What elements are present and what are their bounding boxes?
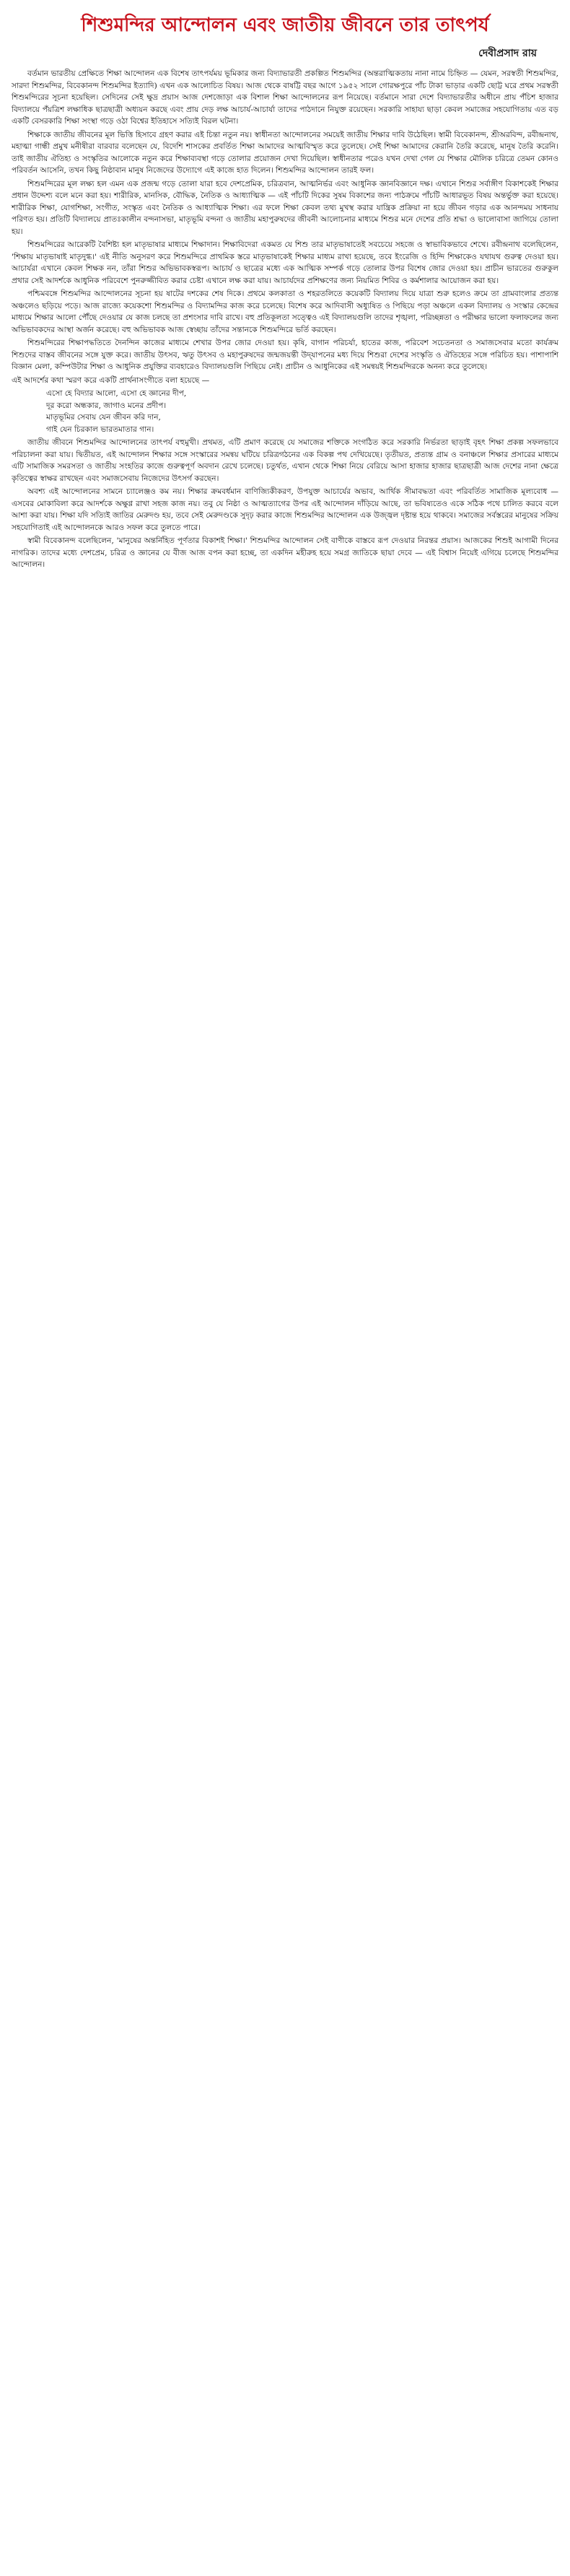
paragraph-8: অবশ্য এই আন্দোলনের সামনে চ্যালেঞ্জও কম নয়। শিক্ষার ক্রমবর্ধমান বাণিজ্যিকীকরণ, উপযুক্ত আচার্যের অভাব, আর্থিক সীমাবদ্ধতা এবং পরিবর্তিত সামাজিক মূল্যবোধ — এসবের মোকাবিলা করে আদর্শকে অক্ষুণ্ণ রাখা সহজ কাজ নয়। তবু যে নিষ্ঠা ও আত্মত্যাগের উপর এই আন্দোলন দাঁড়িয়ে আছে, তা ভবিষ্যতেও একে সঠিক পথে চালিত করবে বলে আশা করা যায়। শিক্ষা যদি সত্যিই জাতির মেরুদণ্ড হয়, তবে সেই মেরুদণ্ডকে সুদৃঢ় করার কাজে শিশুমন্দির আন্দোলন এক উজ্জ্বল দৃষ্টান্ত হয়ে থাকবে। সমাজের সর্বস্তরের মানুষের সক্রিয় সহযোগিতাই এই আন্দোলনকে আরও সফল করে তুলতে পারে। [12,487,558,532]
verse-line-3: মাতৃভূমির সেবায় যেন জীবন করি দান, [46,413,161,422]
verse-line-2: দূর করো অন্ধকার, জাগাও মনের প্রদীপ। [46,401,167,410]
verse-intro: এই আদর্শের কথা স্মরণ করে একটি প্রার্থনাসংগীতে বলা হয়েছে — [12,375,210,385]
paragraph-4: শিশুমন্দিরের আরেকটি বৈশিষ্ট্য হল মাতৃভাষার মাধ্যমে শিক্ষাদান। শিক্ষাবিদেরা একমত যে শিশু তার মাতৃভাষাতেই সবচেয়ে সহজে ও স্বাভাবিকভাবে শেখে। রবীন্দ্রনাথ বলেছিলেন, 'শিক্ষায় মাতৃভাষাই মাতৃদুগ্ধ।' এই নীতি অনুসরণ করে শিশুমন্দিরে প্রাথমিক স্তরে মাতৃভাষাকেই শিক্ষার মাধ্যম রাখা হয়েছে, তবে ইংরেজি ও হিন্দি শিক্ষাকেও যথাযথ গুরুত্ব দেওয়া হয়। আচার্যরা এখানে কেবল শিক্ষক নন, তাঁরা শিশুর অভিভাবকস্বরূপ। আচার্য ও ছাত্রের মধ্যে এক আত্মিক সম্পর্ক গড়ে তোলার উপর বিশেষ জোর দেওয়া হয়। প্রাচীন ভারতের গুরুকুল প্রথার সেই আদর্শকে আধুনিক পরিবেশে পুনরুজ্জীবিত করার চেষ্টা এখানে লক্ষ করা যায়। আচার্যদের প্রশিক্ষণের জন্য নিয়মিত শিবির ও কর্মশালার আয়োজন করা হয়। [12,240,558,285]
paragraph-7: জাতীয় জীবনে শিশুমন্দির আন্দোলনের তাৎপর্য বহুমুখী। প্রথমত, এটি প্রমাণ করেছে যে সমাজের শক্তিকে সংগঠিত করে সরকারি নির্ভরতা ছাড়াই বৃহৎ শিক্ষা প্রকল্প সফলভাবে পরিচালনা করা যায়। দ্বিতীয়ত, এই আন্দোলন শিক্ষার সঙ্গে সংস্কারের সমন্বয় ঘটিয়ে চরিত্রগঠনের এক বিকল্প পথ দেখিয়েছে। তৃতীয়ত, প্রত্যন্ত গ্রাম ও বনাঞ্চলে শিক্ষার প্রসারের মাধ্যমে এটি সামাজিক সমরসতা ও জাতীয় সংহতির কাজে গুরুত্বপূর্ণ অবদান রেখে চলেছে। চতুর্থত, এখান থেকে শিক্ষা নিয়ে বেরিয়ে আসা হাজার হাজার ছাত্রছাত্রী আজ দেশের নানা ক্ষেত্রে কৃতিত্বের স্বাক্ষর রাখছেন এবং সমাজসেবায় নিজেদের উৎসর্গ করছেন। [12,438,558,483]
paragraph-3: শিশুমন্দিরের মূল লক্ষ্য হল এমন এক প্রজন্ম গড়ে তোলা যারা হবে দেশপ্রেমিক, চরিত্রবান, আত্মনির্ভর এবং আধুনিক জ্ঞানবিজ্ঞানে দক্ষ। এখানে শিশুর সর্বাঙ্গীণ বিকাশকেই শিক্ষার প্রধান উদ্দেশ্য বলে মনে করা হয়। শারীরিক, মানসিক, বৌদ্ধিক, নৈতিক ও আধ্যাত্মিক — এই পাঁচটি দিকের সুষম বিকাশের জন্য পাঠক্রমে পাঁচটি আধারভূত বিষয় অন্তর্ভুক্ত করা হয়েছে। শারীরিক শিক্ষা, যোগশিক্ষা, সংগীত, সংস্কৃত এবং নৈতিক ও আধ্যাত্মিক শিক্ষা। এর ফলে শিক্ষা কেবল তথ্য মুখস্থ করার যান্ত্রিক প্রক্রিয়া না হয়ে জীবন গড়ার এক আনন্দময় সাধনায় পরিণত হয়। প্রতিটি বিদ্যালয়ে প্রাতঃকালীন বন্দনাসভা, মাতৃভূমি বন্দনা ও জাতীয় মহাপুরুষদের জীবনী আলোচনার মাধ্যমে শিশুর মনে দেশের প্রতি শ্রদ্ধা ও ভালোবাসা জাগিয়ে তোলা হয়। [12,179,558,236]
verse-line-1: এসো হে বিদ্যার আলো, এসো হে জ্ঞানের দীপ, [46,389,187,398]
article-body [12,68,558,571]
paragraph-2: শিক্ষাকে জাতীয় জীবনের মূল ভিত্তি হিসাবে গ্রহণ করার এই চিন্তা নতুন নয়। স্বাধীনতা আন্দোলনের সময়েই জাতীয় শিক্ষার দাবি উঠেছিল। স্বামী বিবেকানন্দ, শ্রীঅরবিন্দ, রবীন্দ্রনাথ, মহাত্মা গান্ধী প্রমুখ মনীষীরা বারবার বলেছেন যে, বিদেশি শাসকের প্রবর্তিত শিক্ষা আমাদের আত্মবিস্মৃত করে তুলেছে। সেই শিক্ষা আমাদের কেরানি তৈরি করেছে, মানুষ তৈরি করেনি। তাই জাতীয় ঐতিহ্য ও সংস্কৃতির আলোকে নতুন করে শিক্ষাব্যবস্থা গড়ে তোলার প্রয়োজন দেখা দিয়েছিল। স্বাধীনতার পরেও যখন দেখা গেল যে শিক্ষার মৌলিক চরিত্রে তেমন কোনও পরিবর্তন আসেনি, তখন কিছু নিষ্ঠাবান মানুষ নিজেদের উদ্যোগে এই কাজে হাত দিলেন। শিশুমন্দির আন্দোলন তারই ফল। [12,130,559,175]
article-title: শিশুমন্দির আন্দোলন এবং জাতীয় জীবনে তার তাৎপর্য [81,14,489,36]
paragraph-1: বর্তমান ভারতীয় প্রেক্ষিতে শিক্ষা আন্দোলন এক বিশেষ তাৎপর্যময় ভূমিকার জন্য বিদ্যাভারতী প্রকল্পিত শিশুমন্দির (অন্তরাত্মিকতায় নানা নামে চিহ্নিত — যেমন, সরস্বতী শিশুমন্দির, সারদা শিশুমন্দির, বিবেকানন্দ শিশুমন্দির ইত্যাদি) এখন এক আলোচিত বিষয়। আজ থেকে বাষট্টি বছর আগে ১৯৫২ সালে গোরক্ষপুরে পাঁচ টাকা ভাড়ার একটি ছোট্ট ঘরে প্রথম সরস্বতী শিশুমন্দিরের সূচনা হয়েছিল। সেদিনের সেই ক্ষুদ্র প্রয়াস আজ দেশজোড়া এক বিশাল শিক্ষা আন্দোলনের রূপ নিয়েছে। বর্তমানে সারা দেশে বিদ্যাভারতীর অধীনে প্রায় পঁচিশ হাজার বিদ্যালয়ে পঁয়ত্রিশ লক্ষাধিক ছাত্রছাত্রী অধ্যয়ন করছে এবং প্রায় দেড় লক্ষ আচার্য-আচার্যা তাদের পাঠদানে নিযুক্ত রয়েছেন। সরকারি সাহায্য ছাড়া কেবল সমাজের সহযোগিতায় এত বড় একটি বেসরকারি শিক্ষা সংস্থা গড়ে ওঠা বিশ্বের ইতিহাসে সত্যিই বিরল ঘটনা। [12,69,558,126]
paragraph-6: শিশুমন্দিরের শিক্ষাপদ্ধতিতে দৈনন্দিন কাজের মাধ্যমে শেখার উপর জোর দেওয়া হয়। কৃষি, বাগান পরিচর্যা, হাতের কাজ, পরিবেশ সচেতনতা ও সমাজসেবার মতো কার্যক্রম শিশুদের বাস্তব জীবনের সঙ্গে যুক্ত করে। জাতীয় উৎসব, ঋতু উৎসব ও মহাপুরুষদের জন্মজয়ন্তী উদ্‌যাপনের মধ্য দিয়ে শিশুরা দেশের সংস্কৃতি ও ঐতিহ্যের সঙ্গে পরিচিত হয়। পাশাপাশি বিজ্ঞান মেলা, কম্পিউটার শিক্ষা ও আধুনিক প্রযুক্তির ব্যবহারেও বিদ্যালয়গুলি পিছিয়ে নেই। প্রাচীন ও আধুনিকের এই সমন্বয়ই শিশুমন্দিরকে অনন্য করে তুলেছে। [12,339,558,371]
paragraph-9: স্বামী বিবেকানন্দ বলেছিলেন, 'মানুষের অন্তর্নিহিত পূর্ণতার বিকাশই শিক্ষা।' শিশুমন্দির আন্দোলন সেই বাণীকে বাস্তবে রূপ দেওয়ার নিরন্তর প্রয়াস। আজকের শিশুই আগামী দিনের নাগরিক। তাদের মধ্যে দেশপ্রেম, চরিত্র ও জ্ঞানের যে বীজ আজ বপন করা হচ্ছে, তা একদিন মহীরুহ হয়ে সমগ্র জাতিকে ছায়া দেবে — এই বিশ্বাস নিয়েই এগিয়ে চলেছে শিশুমন্দির আন্দোলন। [12,536,558,569]
article-author: দেবীপ্রসাদ রায় [478,48,537,59]
paragraph-5: পশ্চিমবঙ্গে শিশুমন্দির আন্দোলনের সূচনা হয় ষাটের দশকের শেষ দিকে। প্রথমে কলকাতা ও শহরতলিতে কয়েকটি বিদ্যালয় দিয়ে যাত্রা শুরু হলেও ক্রমে তা গ্রামবাংলার প্রত্যন্ত অঞ্চলেও ছড়িয়ে পড়ে। আজ রাজ্যে কয়েকশো শিশুমন্দির ও বিদ্যামন্দির কাজ করে চলেছে। বিশেষ করে আদিবাসী অধ্যুষিত ও পিছিয়ে পড়া অঞ্চলে একল বিদ্যালয় ও সংস্কার কেন্দ্রের মাধ্যমে শিক্ষার আলো পৌঁছে দেওয়ার যে কাজ চলছে তা প্রশংসার দাবি রাখে। বহু প্রতিকূলতা সত্ত্বেও এই বিদ্যালয়গুলি তাদের শৃঙ্খলা, পরিচ্ছন্নতা ও পরীক্ষার ভালো ফলাফলের জন্য অভিভাবকদের আস্থা অর্জন করেছে। বহু অভিভাবক আজ স্বেচ্ছায় তাঁদের সন্তানকে শিশুমন্দিরে ভর্তি করছেন। [12,290,558,334]
verse-line-4: গাই যেন চিরকাল ভারতমাতার গান। [46,425,154,434]
verse-block [46,388,558,435]
